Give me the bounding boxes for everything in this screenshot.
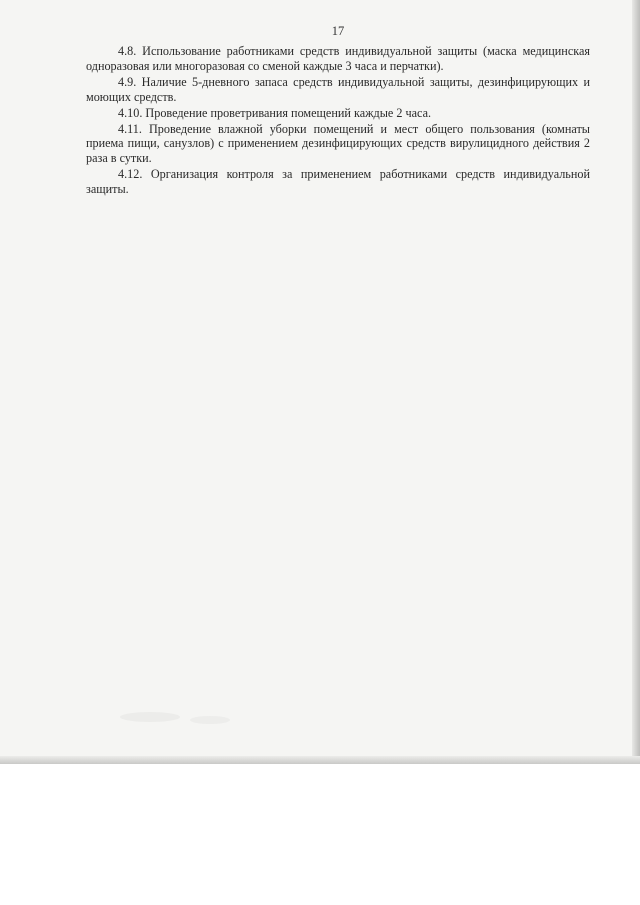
page-number: 17 <box>331 24 345 38</box>
paragraph-4-8: 4.8. Использование работниками средств индивидуальной защиты (маска медицинская одноразовая или многоразовая со сменой каждые 3 часа и перчатки). <box>86 44 590 73</box>
scan-artifact <box>120 712 180 722</box>
document-body <box>86 44 590 198</box>
paragraph-4-10: 4.10. Проведение проветривания помещений каждые 2 часа. <box>118 105 432 120</box>
scan-edge-bottom <box>0 756 640 764</box>
paragraph-4-12: 4.12. Организация контроля за применением работниками средств индивидуальной защиты. <box>86 167 590 197</box>
paragraph-4-11: 4.11. Проведение влажной уборки помещений и мест общего пользования (комнаты приема пищи, санузлов) с применением дезинфицирующих средств вирулицидного действия 2 раза в сутки. <box>86 121 590 166</box>
scan-artifact <box>190 716 230 724</box>
paragraph-4-9: 4.9. Наличие 5-дневного запаса средств индивидуальной защиты, дезинфицирующих и моющих средств. <box>86 74 590 104</box>
scan-edge-right <box>632 0 640 764</box>
